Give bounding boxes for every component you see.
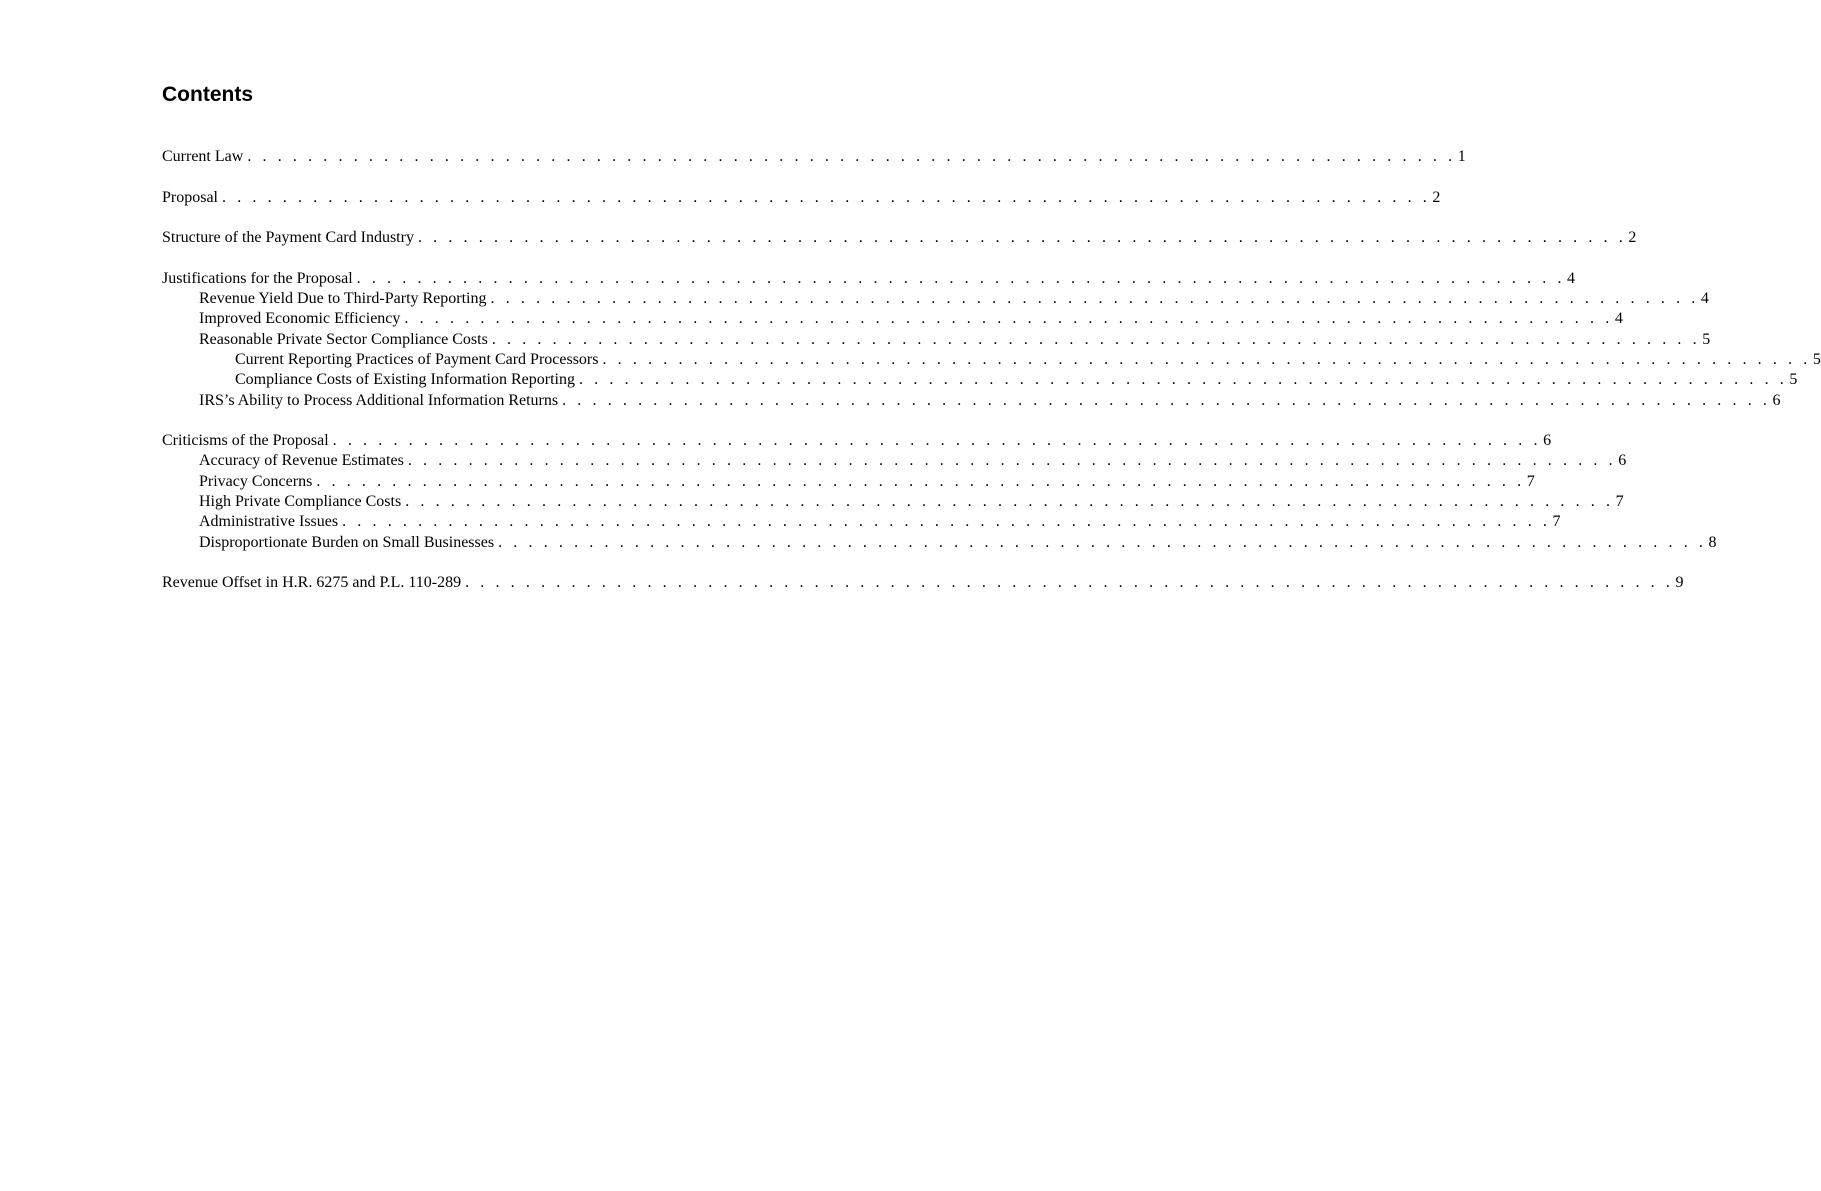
toc-entry-page-number: 4 [1567,269,1576,287]
dot-leader: . . . . . . . . . . . . . . . . . . . . . . . . . . . . . . . . . . . . . . . . . . . . . . . . . . . . . . . . . . . . . . . . . . . . . . . . . . . . . . . . [602,350,1811,368]
toc-entry-page-number: 2 [1432,188,1441,206]
dot-leader: . . . . . . . . . . . . . . . . . . . . . . . . . . . . . . . . . . . . . . . . . . . . . . . . . . . . . . . . . . . . . . . . . . . . . . . . . . . . . . . . [491,330,1701,348]
dot-leader: . . . . . . . . . . . . . . . . . . . . . . . . . . . . . . . . . . . . . . . . . . . . . . . . . . . . . . . . . . . . . . . . . . . . . . . . . . . . . . . . [465,574,1674,592]
toc-entry-label: Revenue Offset in H.R. 6275 and P.L. 110-289 [162,574,462,592]
toc-entry-page-number: 6 [1618,452,1627,470]
toc-entry-label: Current Reporting Practices of Payment Card Processors [235,350,599,368]
dot-leader: . . . . . . . . . . . . . . . . . . . . . . . . . . . . . . . . . . . . . . . . . . . . . . . . . . . . . . . . . . . . . . . . . . . . . . . . . . . . . . . . [356,269,1566,287]
toc-entry-page-number: 5 [1702,330,1711,348]
toc-entry[interactable] [162,492,1624,512]
toc-entry[interactable] [162,350,1821,370]
toc-entry[interactable] [162,309,1623,329]
toc-entry-page-number: 9 [1675,574,1684,592]
toc-entry-page-number: 6 [1772,391,1781,409]
toc-entry-page-number: 1 [1457,148,1466,165]
toc-entry-label: Administrative Issues [199,513,339,531]
toc-entry-label: Justifications for the Proposal [162,269,353,287]
dot-leader: . . . . . . . . . . . . . . . . . . . . . . . . . . . . . . . . . . . . . . . . . . . . . . . . . . . . . . . . . . . . . . . . . . . . . . . . . . . . . . . . [490,290,1699,308]
toc-entry[interactable] [162,431,1552,451]
toc-entry[interactable] [162,573,1684,593]
dot-leader: . . . . . . . . . . . . . . . . . . . . . . . . . . . . . . . . . . . . . . . . . . . . . . . . . . . . . . . . . . . . . . . . . . . . . . . . . . . . . . . . [498,533,1707,551]
toc-entry-page-number: 7 [1552,513,1561,531]
dot-leader: . . . . . . . . . . . . . . . . . . . . . . . . . . . . . . . . . . . . . . . . . . . . . . . . . . . . . . . . . . . . . . . . . . . . . . . . . . . . . . . . [405,493,1614,511]
toc-entry[interactable] [162,451,1627,471]
dot-leader: . . . . . . . . . . . . . . . . . . . . . . . . . . . . . . . . . . . . . . . . . . . . . . . . . . . . . . . . . . . . . . . . . . . . . . . . . . . . . . . . [417,229,1627,247]
toc-entry-label: IRS’s Ability to Process Additional Information Returns [199,391,559,409]
toc-entry-label: Current Law [162,148,244,165]
dot-leader: . . . . . . . . . . . . . . . . . . . . . . . . . . . . . . . . . . . . . . . . . . . . . . . . . . . . . . . . . . . . . . . . . . . . . . . . . . . . . . . . [562,391,1771,409]
toc-entry[interactable] [162,289,1709,309]
toc-entry[interactable] [162,188,1441,208]
dot-leader: . . . . . . . . . . . . . . . . . . . . . . . . . . . . . . . . . . . . . . . . . . . . . . . . . . . . . . . . . . . . . . . . . . . . . . . . . . . . . . . . [578,371,1788,389]
toc-entry-label: Criticisms of the Proposal [162,432,329,450]
table-of-contents [162,147,1821,594]
dot-leader: . . . . . . . . . . . . . . . . . . . . . . . . . . . . . . . . . . . . . . . . . . . . . . . . . . . . . . . . . . . . . . . . . . . . . . . . . . . . . . . . [222,188,1431,206]
toc-entry-label: Compliance Costs of Existing Information Reporting [235,371,575,389]
toc-entry[interactable] [162,228,1637,248]
toc-entry-page-number: 4 [1700,290,1709,308]
toc-entry-label: Structure of the Payment Card Industry [162,229,414,247]
toc-entry-label: Reasonable Private Sector Compliance Costs [199,330,488,348]
toc-entry-page-number: 4 [1614,310,1623,328]
dot-leader: . . . . . . . . . . . . . . . . . . . . . . . . . . . . . . . . . . . . . . . . . . . . . . . . . . . . . . . . . . . . . . . . . . . . . . . . . . . . . . . . [342,513,1551,531]
dot-leader: . . . . . . . . . . . . . . . . . . . . . . . . . . . . . . . . . . . . . . . . . . . . . . . . . . . . . . . . . . . . . . . . . . . . . . . . . . . . . . . . [316,472,1525,490]
toc-entry[interactable] [162,512,1561,532]
toc-entry-page-number: 7 [1526,472,1535,490]
toc-entry-label: High Private Compliance Costs [199,493,402,511]
contents-heading: Contents [162,83,253,106]
toc-entry-page-number: 7 [1615,493,1624,511]
toc-entry-page-number: 8 [1708,533,1717,551]
toc-entry[interactable] [162,269,1576,289]
toc-entry-page-number: 5 [1812,350,1821,368]
toc-entry[interactable] [162,391,1781,411]
toc-entry-page-number: 6 [1543,432,1552,450]
toc-entry[interactable] [162,370,1798,390]
toc-entry-page-number: 2 [1628,229,1637,247]
dot-leader: . . . . . . . . . . . . . . . . . . . . . . . . . . . . . . . . . . . . . . . . . . . . . . . . . . . . . . . . . . . . . . . . . . . . . . . . . . . . . . . . [404,310,1613,328]
toc-entry-label: Disproportionate Burden on Small Businesses [199,533,495,551]
toc-entry[interactable] [162,147,1466,167]
toc-entry-label: Privacy Concerns [199,472,313,490]
dot-leader: . . . . . . . . . . . . . . . . . . . . . . . . . . . . . . . . . . . . . . . . . . . . . . . . . . . . . . . . . . . . . . . . . . . . . . . . . . . . . . . . [247,148,1456,165]
toc-entry-label: Accuracy of Revenue Estimates [199,452,404,470]
dot-leader: . . . . . . . . . . . . . . . . . . . . . . . . . . . . . . . . . . . . . . . . . . . . . . . . . . . . . . . . . . . . . . . . . . . . . . . . . . . . . . . . [332,432,1542,450]
toc-entry-label: Proposal [162,188,218,206]
toc-entry-label: Revenue Yield Due to Third-Party Reporting [199,290,487,308]
toc-entry[interactable] [162,330,1711,350]
toc-entry-page-number: 5 [1789,371,1798,389]
toc-entry-label: Improved Economic Efficiency [199,310,401,328]
dot-leader: . . . . . . . . . . . . . . . . . . . . . . . . . . . . . . . . . . . . . . . . . . . . . . . . . . . . . . . . . . . . . . . . . . . . . . . . . . . . . . . . [407,452,1617,470]
toc-entry[interactable] [162,472,1535,492]
toc-entry[interactable] [162,533,1717,553]
